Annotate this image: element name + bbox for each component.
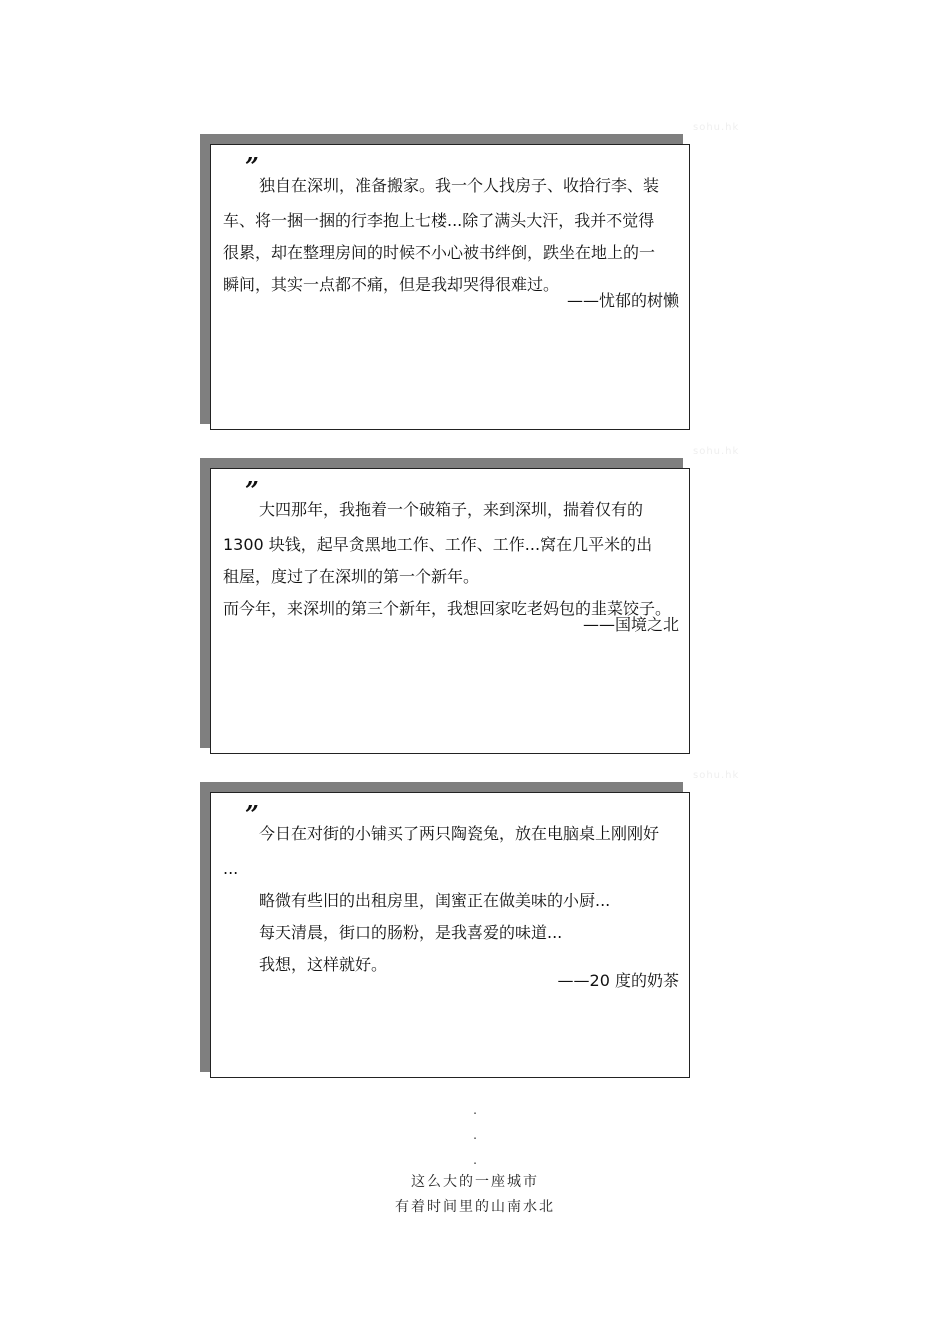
quote-line: 租屋，度过了在深圳的第一个新年。 (223, 567, 480, 586)
quote-line: 而今年，来深圳的第三个新年，我想回家吃老妈包的韭菜饺子。 (223, 599, 672, 618)
quote-line: 每天清晨，街口的肠粉，是我喜爱的味道... (259, 923, 563, 942)
card-shadow-left (200, 458, 210, 748)
quote-line: 我想，这样就好。 (259, 955, 388, 974)
quote-line: 瞬间，其实一点都不痛，但是我却哭得很难过。 (223, 275, 560, 294)
quote-author: ——国境之北 (582, 615, 679, 634)
quote-line: 今日在对街的小铺买了两只陶瓷兔，放在电脑桌上刚刚好 (259, 824, 660, 843)
quote-line: 很累，却在整理房间的时候不小心被书绊倒，跌坐在地上的一 (223, 243, 656, 262)
dot: . (473, 1153, 477, 1167)
watermark: sohu.hk (693, 770, 740, 781)
quote-mark-icon: ” (245, 800, 259, 829)
quote-mark-icon: ” (245, 476, 259, 505)
dot: . (473, 1128, 477, 1142)
quote-text (223, 495, 683, 625)
poem-line: 有着时间里的山南水北 (395, 1199, 555, 1215)
quote-line: ... (223, 859, 239, 878)
quote-author: ——忧郁的树懒 (566, 291, 679, 310)
quote-box (210, 792, 690, 1078)
quote-box (210, 144, 690, 430)
card-shadow-left (200, 134, 210, 424)
card-shadow-top (200, 134, 683, 144)
watermark: sohu.hk (693, 446, 740, 457)
quote-card-2 (200, 446, 740, 756)
dot: . (473, 1103, 477, 1117)
quote-line: 独自在深圳，准备搬家。我一个人找房子、收拾行李、装 (259, 176, 660, 195)
quote-line: 略微有些旧的出租房里，闺蜜正在做美味的小厨... (259, 891, 611, 910)
quote-line: 1300 块钱，起早贪黑地工作、工作、工作...窝在几平米的出 (223, 535, 653, 554)
quote-line: 车、将一捆一捆的行李抱上七楼...除了满头大汗，我并不觉得 (223, 211, 655, 230)
card-shadow-top (200, 458, 683, 468)
quote-mark-icon: ” (245, 152, 259, 181)
poem-line: 这么大的一座城市 (411, 1174, 539, 1190)
quote-text (223, 819, 683, 981)
card-shadow-top (200, 782, 683, 792)
card-shadow-left (200, 782, 210, 1072)
quote-text (223, 171, 683, 301)
quote-card-3 (200, 770, 740, 1080)
quote-box (210, 468, 690, 754)
quote-author: ——20 度的奶茶 (557, 971, 679, 990)
quote-line: 大四那年，我拖着一个破箱子，来到深圳，揣着仅有的 (259, 500, 644, 519)
watermark: sohu.hk (693, 122, 740, 133)
quote-card-1 (200, 122, 740, 432)
